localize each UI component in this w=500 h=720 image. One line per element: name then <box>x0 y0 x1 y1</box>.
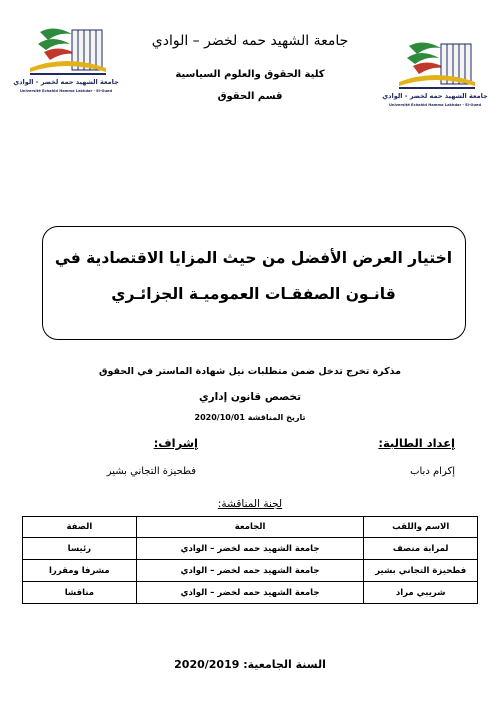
student-name: إكرام دباب <box>410 466 455 477</box>
committee-table <box>22 516 478 604</box>
academic-year: السنة الجامعية: 2020/2019 <box>174 658 326 671</box>
member-role: مناقشا <box>23 582 137 604</box>
university-logo-right <box>382 38 488 116</box>
logo-caption-fr: Université Echahid Hamma Lakhdar - El-Oued <box>19 89 113 93</box>
memo-description: مذكرة تخرج تدخل ضمن متطلبات نيل شهادة الماستر في الحقوق <box>99 366 401 377</box>
member-university: جامعة الشهيد حمه لخضر – الوادي <box>136 560 364 582</box>
logo-caption-ar: جامعة الشهيد حمه لخضر - الوادي <box>13 78 119 86</box>
logo-caption-ar: جامعة الشهيد حمه لخضر - الوادي <box>382 92 488 100</box>
supervision-label: إشراف: <box>153 436 198 450</box>
member-role: مشرفا ومقررا <box>23 560 137 582</box>
header-role: الصفة <box>23 517 137 538</box>
department-name: قسم الحقوق <box>217 91 283 102</box>
member-name: فطحيزة التجاني بشير <box>364 560 478 582</box>
member-university: جامعة الشهيد حمه لخضر – الوادي <box>136 582 364 604</box>
thesis-title-line-1: اختيار العرض الأفضل من حيث المزايا الاقتصادية في <box>54 249 453 267</box>
thesis-title-line-2: قانـون الصفقـات العموميـة الجزائـري <box>111 285 396 303</box>
student-label: إعداد الطالبة: <box>378 436 455 450</box>
thesis-title-box <box>42 226 466 340</box>
specialization: تخصص قانون إداري <box>198 391 302 403</box>
table-row <box>23 582 478 604</box>
member-university: جامعة الشهيد حمه لخضر – الوادي <box>136 538 364 560</box>
logo-caption-fr: Université Echahid Hamma Lakhdar - El-Oued <box>388 103 482 107</box>
member-name: شريبي مراد <box>364 582 478 604</box>
member-role: رئيسا <box>23 538 137 560</box>
supervisor-name: فطحيزة التجاني بشير <box>106 466 196 477</box>
defense-date: تاريخ المناقشة 2020/10/01 <box>194 413 306 422</box>
table-row <box>23 560 478 582</box>
faculty-name: كلية الحقوق والعلوم السياسية <box>175 69 325 80</box>
university-logo-icon <box>382 38 488 116</box>
table-row <box>23 538 478 560</box>
member-name: لمرابة منصف <box>364 538 478 560</box>
university-title: جامعة الشهيد حمه لخضر – الوادي <box>151 33 349 49</box>
committee-title: لجنة المناقشة: <box>217 498 283 510</box>
header-name: الاسم واللقب <box>364 517 478 538</box>
header-university: الجامعة <box>136 517 364 538</box>
table-header-row <box>23 517 478 538</box>
